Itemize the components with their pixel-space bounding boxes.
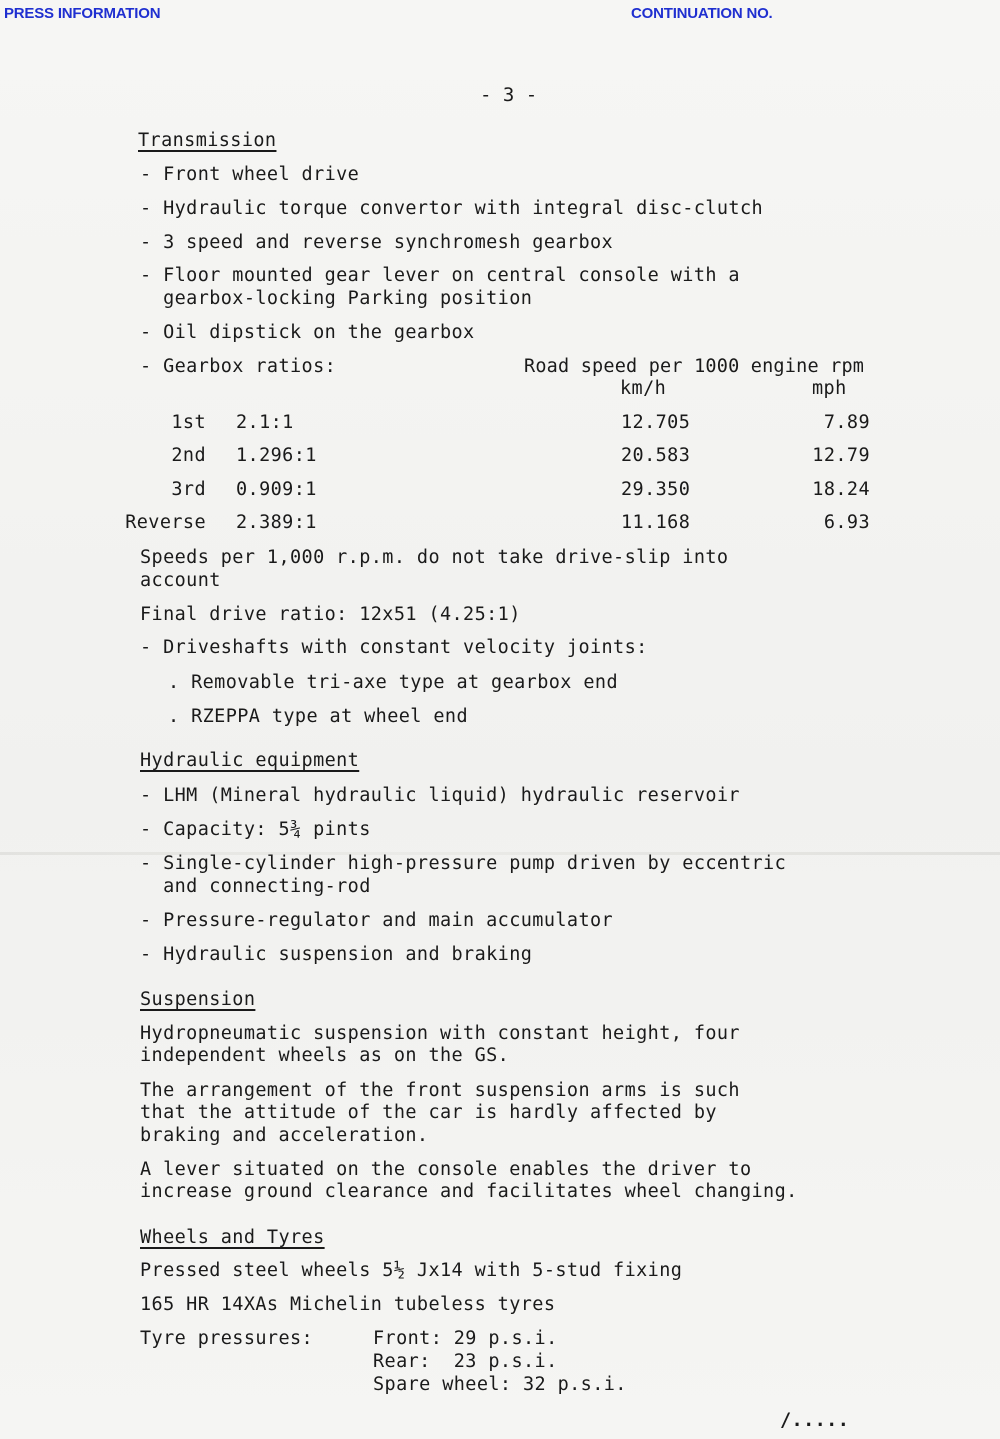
list-item: - Floor mounted gear lever on central console with a: [140, 265, 740, 286]
road-speed-header: Road speed per 1000 engine rpm: [524, 356, 865, 377]
speed-kmh: 12.705: [621, 412, 691, 433]
list-item: - Oil dipstick on the gearbox: [140, 322, 475, 343]
gear-name: Reverse: [125, 512, 206, 533]
list-item: - Single-cylinder high-pressure pump driven by eccentric: [140, 853, 787, 874]
tyre-pressure-spare: Spare wheel: 32 p.s.i.: [373, 1374, 627, 1395]
speed-kmh: 29.350: [621, 479, 691, 500]
list-item: gearbox-locking Parking position: [140, 288, 533, 309]
column-header-mph: mph: [812, 378, 847, 399]
list-item: - Pressure-regulator and main accumulator: [140, 910, 614, 931]
gear-name: 3rd: [171, 479, 206, 500]
final-drive-ratio: Final drive ratio: 12x51 (4.25:1): [140, 604, 521, 625]
section-title-transmission: Transmission: [138, 130, 277, 151]
paragraph-line: independent wheels as on the GS.: [140, 1045, 510, 1066]
list-item: - Hydraulic torque convertor with integral disc-clutch: [140, 198, 764, 219]
speed-kmh: 11.168: [621, 512, 691, 533]
paragraph-line: braking and acceleration.: [140, 1125, 429, 1146]
wheel-spec: Pressed steel wheels 5½ Jx14 with 5-stud fixing: [140, 1260, 683, 1281]
paragraph-line: The arrangement of the front suspension arms is such: [140, 1080, 740, 1101]
paragraph-line: Hydropneumatic suspension with constant height, four: [140, 1023, 740, 1044]
gear-ratio: 0.909:1: [236, 479, 317, 500]
continuation-number-header: CONTINUATION NO.: [631, 5, 773, 22]
gear-ratio: 2.389:1: [236, 512, 317, 533]
gear-name: 2nd: [171, 445, 206, 466]
gear-ratio: 1.296:1: [236, 445, 317, 466]
gearbox-ratios-label: - Gearbox ratios:: [140, 356, 337, 377]
column-header-kmh: km/h: [620, 378, 667, 399]
sub-item: . RZEPPA type at wheel end: [168, 706, 468, 727]
tyre-pressure-front: Front: 29 p.s.i.: [373, 1328, 558, 1349]
drive-slip-note: Speeds per 1,000 r.p.m. do not take drive-slip into: [140, 547, 729, 568]
list-item: - Hydraulic suspension and braking: [140, 944, 533, 965]
driveshafts-item: - Driveshafts with constant velocity joints:: [140, 637, 648, 658]
sub-item: . Removable tri-axe type at gearbox end: [168, 672, 618, 693]
paragraph-line: increase ground clearance and facilitates wheel changing.: [140, 1181, 798, 1202]
speed-kmh: 20.583: [621, 445, 691, 466]
page-number: - 3 -: [480, 84, 538, 106]
tyre-spec: 165 HR 14XAs Michelin tubeless tyres: [140, 1294, 556, 1315]
speed-mph: 12.79: [812, 445, 870, 466]
tyre-pressures-label: Tyre pressures:: [140, 1328, 314, 1349]
list-item: - 3 speed and reverse synchromesh gearbox: [140, 232, 614, 253]
list-item: - Front wheel drive: [140, 164, 360, 185]
press-information-header: PRESS INFORMATION: [4, 5, 161, 22]
tyre-pressure-rear: Rear: 23 p.s.i.: [373, 1351, 558, 1372]
speed-mph: 6.93: [823, 512, 870, 533]
section-title-suspension: Suspension: [140, 989, 256, 1010]
list-item: - Capacity: 5¾ pints: [140, 819, 371, 840]
drive-slip-note-continued: account: [140, 570, 221, 591]
list-item: and connecting-rod: [140, 876, 371, 897]
paragraph-line: A lever situated on the console enables the driver to: [140, 1159, 752, 1180]
speed-mph: 7.89: [823, 412, 870, 433]
continuation-mark: /.....: [780, 1410, 850, 1431]
speed-mph: 18.24: [812, 479, 870, 500]
list-item: - LHM (Mineral hydraulic liquid) hydraulic reservoir: [140, 785, 740, 806]
gear-name: 1st: [171, 412, 206, 433]
paragraph-line: that the attitude of the car is hardly affected by: [140, 1102, 717, 1123]
section-title-hydraulic: Hydraulic equipment: [140, 750, 360, 771]
section-title-wheels-and-tyres: Wheels and Tyres: [140, 1227, 325, 1248]
gear-ratio: 2.1:1: [236, 412, 294, 433]
